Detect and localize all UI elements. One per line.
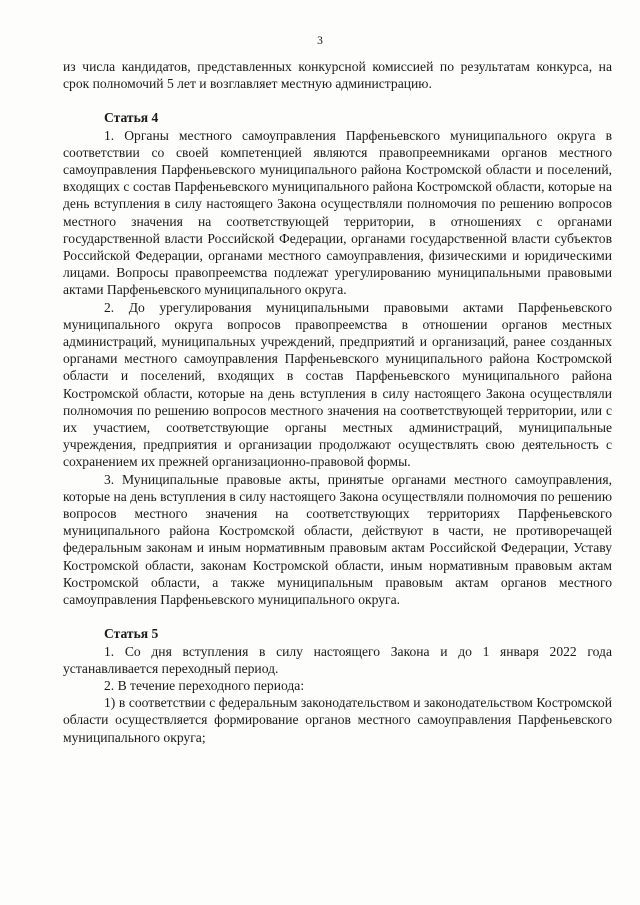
spacer <box>63 608 612 625</box>
article-5-paragraph-2: 2. В течение переходного периода: <box>104 677 305 693</box>
document-body <box>63 58 612 746</box>
article-4 <box>63 109 612 608</box>
article-4-paragraph-1: 1. Органы местного самоуправления Парфеньевского муниципального округа в соответствии со своей компетенцией являются правопреемниками органов местного самоуправления Парфеньевского муниципального района Костромской области и поселений, входящих с состав Парфеньевского муниципального района Костромской области, которые на день вступления в силу настоящего Закона осуществляли полномочия по решению вопросов местного значения на соответствующей территории, в отношениях с органами государственной власти Российской Федерации, органами государственной власти субъектов Российской Федерации, органами местного самоуправления, физическими и юридическими лицами. Вопросы правопреемства подлежат урегулированию муниципальными правовыми актами Парфеньевского муниципального округа. <box>63 127 612 298</box>
article-5-paragraph-3: 1) в соответствии с федеральным законодательством и законодательством Костромской области осуществляется формирование органов местного самоуправления Парфеньевского муниципального округа; <box>63 695 612 745</box>
spacer <box>63 92 612 109</box>
intro-paragraph: из числа кандидатов, представленных конкурсной комиссией по результатам конкурса, на срок полномочий 5 лет и возглавляет местную администрацию. <box>63 59 612 92</box>
article-4-paragraph-3: 3. Муниципальные правовые акты, принятые органами местного самоуправления, которые на день вступления в силу настоящего Закона осуществляли полномочия по решению вопросов местного значения на соответствующих территориях Парфеньевского муниципального района Костромской области, действуют в части, не противоречащей федеральным законам и иным нормативным правовым актам Российской Федерации, Уставу Костромской области, законам Костромской области, иным нормативным правовым актам Костромской области, а также муниципальным правовым актам органов местного самоуправления Парфеньевского муниципального округа. <box>63 471 612 608</box>
article-4-heading: Статья 4 <box>104 110 159 126</box>
page-number: 3 <box>317 35 323 47</box>
article-5 <box>63 625 612 745</box>
article-5-paragraph-1: 1. Со дня вступления в силу настоящего Закона и до 1 января 2022 года устанавливается переходный период. <box>63 643 612 676</box>
article-5-heading: Статья 5 <box>104 626 159 642</box>
article-4-paragraph-2: 2. До урегулирования муниципальными правовыми актами Парфеньевского муниципального округа вопросов правопреемства в отношении органов местных администраций, муниципальных учреждений, предприятий и организаций, ранее созданных органами местного самоуправления Парфеньевского муниципального района Костромской области и поселений, входящих в состав Парфеньевского муниципального района Костромской области, которые на день вступления в силу настоящего Закона осуществляли полномочия по решению вопросов местного значения на соответствующей территории, или с их участием, соответствующие органы местных администраций, муниципальные учреждения, предприятия и организации продолжают осуществлять свою деятельность с сохранением их прежней организационно-правовой формы. <box>63 299 612 470</box>
